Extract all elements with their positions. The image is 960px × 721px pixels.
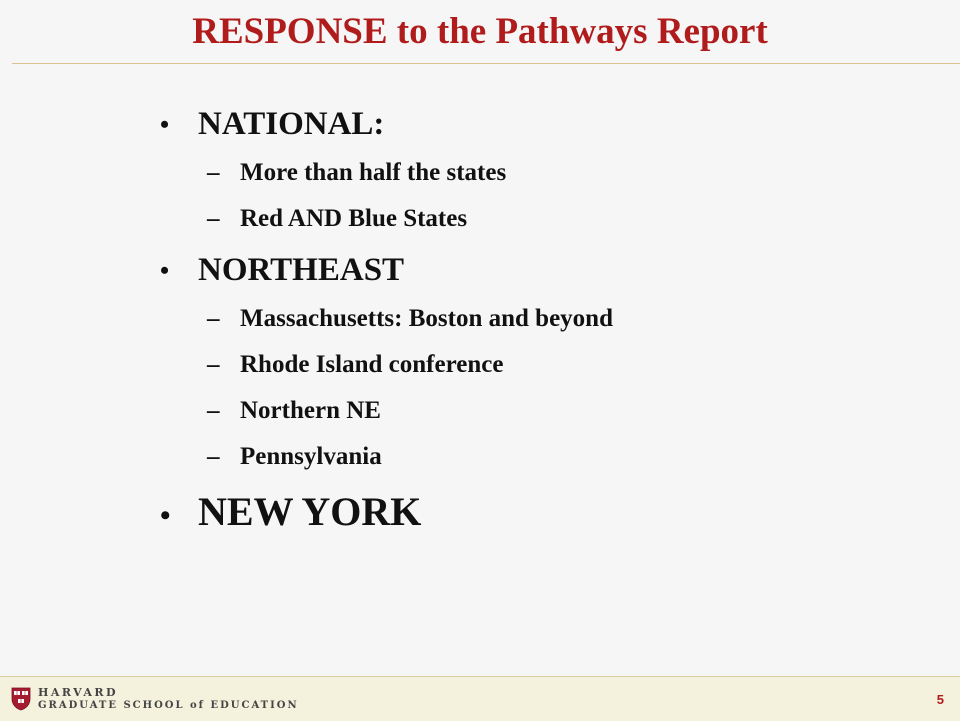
bullet-label: NORTHEAST	[198, 252, 405, 288]
sub-dash: –	[207, 305, 220, 332]
sub-label: More than half the states	[240, 159, 507, 186]
logo-harvard: HARVARD	[38, 686, 119, 699]
bullet-dot: •	[160, 256, 170, 285]
footer	[0, 676, 960, 721]
sub-label: Rhode Island conference	[240, 351, 504, 378]
sub-label: Massachusetts: Boston and beyond	[240, 305, 613, 332]
bullet-label: NATIONAL:	[198, 106, 385, 142]
sub-dash: –	[207, 397, 220, 424]
bullet-dot: •	[160, 499, 171, 532]
page-number: 5	[936, 692, 944, 707]
sub-dash: –	[207, 351, 220, 378]
harvard-shield-icon	[11, 687, 31, 711]
bullet-dot: •	[160, 110, 170, 139]
sub-dash: –	[207, 443, 220, 470]
sub-dash: –	[207, 159, 220, 186]
sub-dash: –	[207, 205, 220, 232]
logo-school: GRADUATE SCHOOL of EDUCATION	[38, 700, 299, 711]
sub-label: Red AND Blue States	[240, 205, 468, 232]
slide-title: RESPONSE to the Pathways Report	[192, 11, 768, 52]
sub-label: Pennsylvania	[240, 443, 382, 470]
sub-label: Northern NE	[240, 397, 381, 424]
bullet-label: NEW YORK	[198, 489, 422, 534]
